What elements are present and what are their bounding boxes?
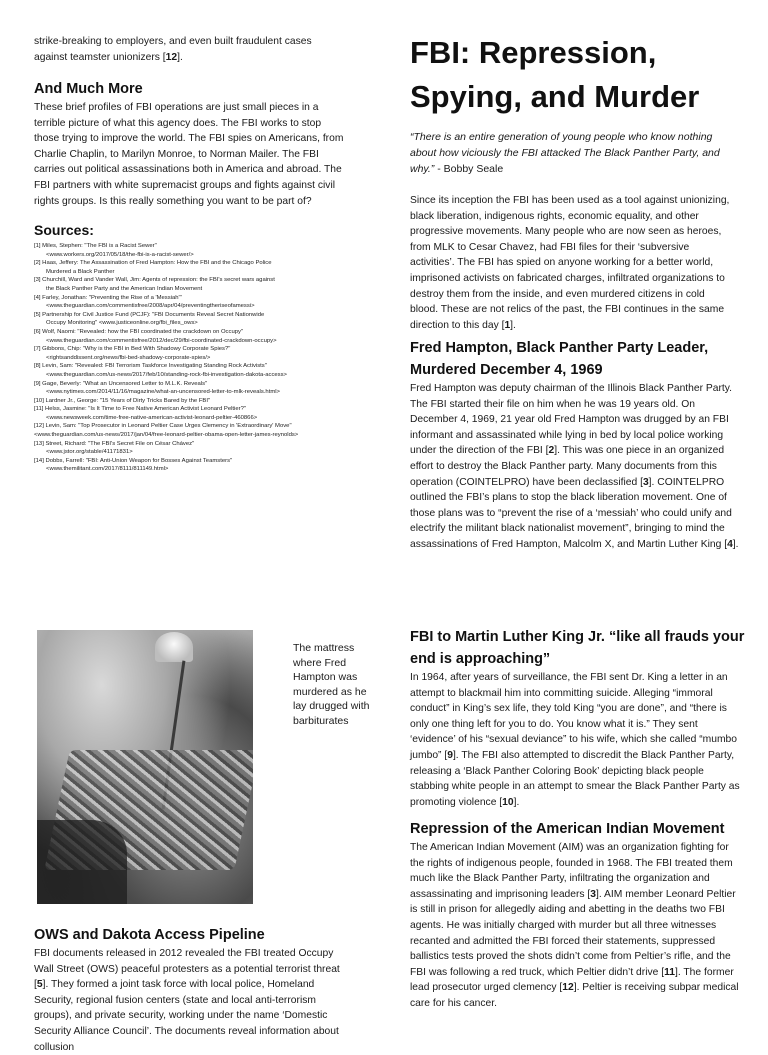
hampton-text: Fred Hampton was deputy chairman of the Illinois Black Panther Party. The FBI started their file on him when he was 19 years old. On December 4, 1969, 21 year old Fred Hampton was drugged by an FBI informant and assassinated while lying in bed by local police working under the direction of the FBI [2]. This was one piece in an organized effort to destroy the Black Panther party. Many documents from this operation (COINTELPRO) have been declassified [3]. COINTELPRO outlined the FBI’s plans to stop the black liberation movement. One of those plans was to “prevent the rise of a ‘messiah’ who could unify and electrify the militant black nationalist movement”, bringing to mind the assassinations of Fred Hampton, Malcolm X, and Martin Luther King [4]. bbox=[410, 383, 739, 550]
source-sub: <www.theguardian.com/commentisfree/2008/apr/04/preventingtheriseofamessi> bbox=[46, 303, 255, 310]
source-main: [8] Levin, Sam: "Revealed: FBI Terrorism Taskforce Investigating Standing Rock Activists" bbox=[34, 363, 267, 370]
source-item bbox=[34, 457, 364, 474]
much-more-heading: And Much More bbox=[34, 81, 143, 97]
source-main: [14] Dobbs, Farrell: "FBI: Anti-Union Weapon for Bosses Against Teamsters" bbox=[34, 457, 233, 464]
source-sub: <rightsanddissent.org/news/fbi-bed-shadowy-corporate-spies/> bbox=[46, 354, 211, 361]
page-title-line-1: FBI: Repression, bbox=[410, 35, 657, 70]
source-item bbox=[34, 405, 364, 422]
source-main: [7] Gibbons, Chip: "Why is the FBI in Bed With Shadowy Corporate Spies?" bbox=[34, 346, 231, 353]
ows-heading: OWS and Dakota Access Pipeline bbox=[34, 927, 265, 943]
source-main: [5] Partnership for Civil Justice Fund (PCJF): "FBI Documents Reveal Secret Nationwide bbox=[34, 311, 265, 318]
source-sub: <www.themilitant.com/2017/8111/811149.html> bbox=[46, 466, 169, 473]
much-more-text: These brief profiles of FBI operations are just small pieces in a terrible picture of what this agency does. The FBI works to stop those trying to improve the world. The FBI spies on Americans, from Charlie Chaplin, to Marilyn Monroe, to Norman Mailer. The FBI carries out political assassinations both in America and abroad. The FBI partners with white supremacist groups and fights against civil rights groups. Is this really something you want to be part of? bbox=[34, 102, 344, 207]
source-sub: <www.nytimes.com/2014/11/16/magazine/what-an-uncensored-letter-to-mlk-reveals.html> bbox=[46, 389, 280, 396]
source-main: [1] Miles, Stephen: "The FBI is a Racist Sewer" bbox=[34, 243, 157, 249]
aim-text: The American Indian Movement (AIM) was an organization fighting for the rights of indigenous people, founded in 1968. The FBI treated them much like the Black Panther Party, infiltrating the organization and assassinating and imprisoning leaders [3]. AIM member Leonard Peltier is still in prison for allegedly aiding and abetting in the deaths two FBI agents. He was initially charged with murder but all three witnesses recanted and admitted the FBI forced their statements, suppressed ballistics tests proved the shots didn’t come from Peltier’s rifle, and the FBI was following a red truck, which Peltier didn’t drive [11]. The former lead prosecutor urged clemency [12]. Peltier is receiving subpar medical care for his cancer. bbox=[410, 842, 739, 1009]
photo-caption: The mattress where Fred Hampton was murdered as he lay drugged with barbiturates bbox=[293, 642, 370, 727]
source-sub: Occupy Monitoring" <www.justiceonline.org/fbi_files_ows> bbox=[46, 320, 198, 327]
source-sub: the Black Panther Party and the American Indian Movement bbox=[46, 285, 203, 292]
shadow-shape bbox=[37, 820, 127, 904]
sources-section bbox=[34, 222, 364, 474]
source-sub: <www.theguardian.com/commentisfree/2012/dec/29/fbi-coordinated-crackdown-occupy> bbox=[46, 337, 277, 344]
sources-list bbox=[34, 242, 364, 474]
source-item bbox=[34, 311, 364, 328]
ows-text: FBI documents released in 2012 revealed the FBI treated Occupy Wall Street (OWS) peaceful protesters as a potential terrorist threat [5]. They formed a joint task force with local police, Homeland Security, regional fusion centers (state and local anti-terrorism groups), and private security, working under the name ‘Domestic Security Alliance Council’. The documents reveal information about collusion bbox=[34, 948, 340, 1053]
source-main: [12] Levin, Sam: "Top Prosecutor in Leonard Peltier Case Urges Clemency in 'Extraordinary' Move" <www.theguardian.com/us-news/2017/jan/04/free-leonard-peltier-obama-open-letter-james-reynolds> bbox=[34, 423, 299, 439]
mlk-heading: FBI to Martin Luther King Jr. “like all frauds your end is approaching” bbox=[410, 629, 745, 667]
source-main: [13] Street, Richard: "The FBI's Secret File on César Chávez" bbox=[34, 440, 195, 447]
source-item bbox=[34, 380, 364, 397]
source-main: [6] Wolf, Naomi: "Revealed: how the FBI coordinated the crackdown on Occupy" bbox=[34, 328, 244, 335]
source-main: [3] Churchill, Ward and Vander Wall, Jim: Agents of repression: the FBI's secret wars against bbox=[34, 277, 275, 284]
mattress-photo bbox=[37, 630, 253, 904]
quote-text: “There is an entire generation of young people who know nothing about how viciously the FBI attacked The Black Panther Party, and why.” bbox=[410, 131, 720, 175]
source-sub: Murdered a Black Panther bbox=[46, 268, 115, 275]
source-item bbox=[34, 259, 364, 276]
page-title-line-2: Spying, and Murder bbox=[410, 79, 700, 114]
mlk-text: In 1964, after years of surveillance, the FBI sent Dr. King a letter in an attempt to blackmail him into committing suicide. Alleging “immoral conduct” in King’s sex life, they told King “you are done”, and “there is only one thing left for you to do. You know what it is.” They sent ‘evidence’ of his “sexual deviance” to his wife, which she called “mumbo jumbo” [9]. The FBI also attempted to discredit the Black Panther Party, releasing a ‘Black Panther Coloring Book’ depicting black people stabbing white people in an attempt to smear the Black Panther Party as promoting violence [10]. bbox=[410, 672, 740, 808]
quote-block bbox=[410, 130, 730, 177]
section-much-more bbox=[34, 78, 344, 209]
source-item bbox=[34, 362, 364, 379]
source-main: [2] Haas, Jeffery: The Assassination of Fred Hampton: How the FBI and the Chicago Police bbox=[34, 260, 272, 267]
source-sub: <www.workers.org/2017/05/18/the-fbi-is-a-racist-sewer/> bbox=[46, 251, 194, 258]
title-block bbox=[410, 31, 750, 119]
source-main: [9] Gage, Beverly: "What an Uncensored Letter to M.L.K. Reveals" bbox=[34, 380, 208, 387]
quote-author: - Bobby Seale bbox=[434, 162, 504, 175]
source-main: [10] Lardner Jr., George: "15 Years of Dirty Tricks Bared by the FBI" bbox=[34, 397, 211, 404]
source-sub: <www.jstor.org/stable/41171831> bbox=[46, 449, 133, 456]
source-item bbox=[34, 276, 364, 293]
source-item bbox=[34, 397, 364, 406]
source-item bbox=[34, 242, 364, 259]
source-sub: <www.theguardian.com/us-news/2017/feb/10/standing-rock-fbi-investigation-dakota-access> bbox=[46, 371, 287, 378]
source-item bbox=[34, 422, 364, 439]
source-main: [11] Helss, Jasmine: "Is It Time to Free Native American Activist Leonard Peltier?" bbox=[34, 406, 246, 413]
continued-text: strike-breaking to employers, and even built fraudulent cases against teamster unionizers [12]. bbox=[34, 36, 312, 63]
continued-paragraph bbox=[34, 34, 334, 65]
section-ows bbox=[34, 924, 354, 1055]
lamp-shape bbox=[155, 632, 193, 662]
section-aim bbox=[410, 818, 745, 1012]
source-item bbox=[34, 345, 364, 362]
sources-heading: Sources: bbox=[34, 222, 94, 238]
hampton-heading: Fred Hampton, Black Panther Party Leader, Murdered December 4, 1969 bbox=[410, 340, 709, 378]
source-item bbox=[34, 440, 364, 457]
section-hampton bbox=[410, 337, 745, 553]
aim-heading: Repression of the American Indian Movement bbox=[410, 821, 725, 837]
intro-paragraph: Since its inception the FBI has been used as a tool against unionizing, black liberation, indigenous rights, economic equality, and other progressive movements. Many people who are now seen as heroes, from MLK to Cesar Chavez, had FBI files for their ‘subversive activities’. The FBI has spied on anyone working for a better world, imprisoned activists on fabricated charges, infiltrated organizations to destroy them from the inside, and even murdered citizens in cold blood. These are not relics of the past, the FBI continues in the same direction to this day [1]. bbox=[410, 195, 730, 331]
section-mlk bbox=[410, 626, 745, 810]
source-item bbox=[34, 328, 364, 345]
source-sub: <www.newsweek.com/time-free-native-american-activist-leonard-peltier-460866> bbox=[46, 414, 258, 421]
source-main: [4] Farley, Jonathan: "Preventing the Rise of a 'Messiah'" bbox=[34, 294, 182, 301]
source-item bbox=[34, 294, 364, 311]
